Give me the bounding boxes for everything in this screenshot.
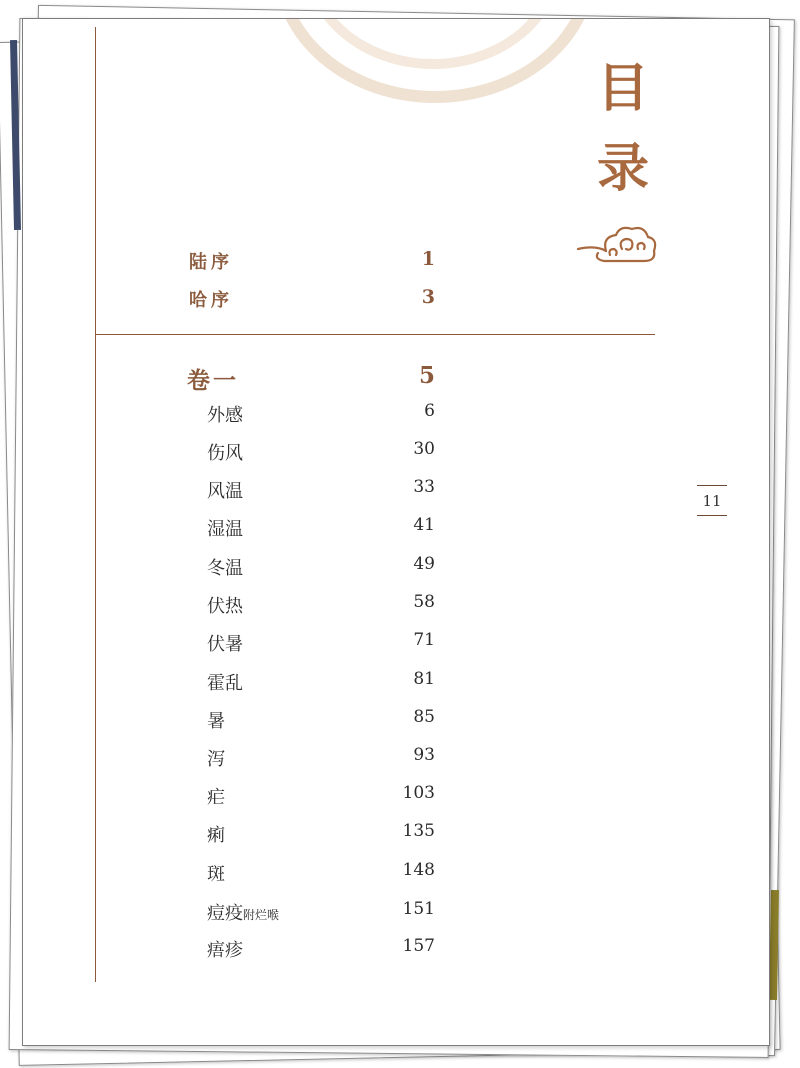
- toc-entry-label-main: 痘疫: [207, 903, 243, 924]
- toc-volume-label: 卷一: [187, 367, 239, 394]
- toc-entry-label: 痦疹: [207, 940, 243, 961]
- toc-entry-label: 泻: [207, 749, 225, 770]
- toc-entry-label: 痢: [207, 825, 225, 846]
- toc-entry-label: 霍乱: [207, 673, 243, 694]
- toc-entry-page: 103: [402, 783, 435, 803]
- toc-entry-label: 斑: [207, 864, 225, 885]
- toc-entry-page: 71: [413, 630, 435, 650]
- toc-volume-page: 5: [418, 362, 435, 389]
- toc-entry-label: 湿温: [207, 519, 243, 540]
- toc-entry-note: 附烂喉: [243, 908, 280, 922]
- toc-entry-label: 暑: [207, 711, 225, 732]
- toc-entry-label: [207, 899, 279, 925]
- toc-entry-label: 外感: [207, 405, 243, 426]
- toc-entry-page: 157: [402, 936, 435, 956]
- title-char-1: 目: [596, 58, 649, 119]
- toc-entry-page: 6: [424, 401, 435, 421]
- toc-entry-page: 49: [413, 554, 435, 574]
- toc-entry-page: 85: [413, 707, 435, 727]
- vertical-rule: [95, 27, 96, 982]
- title-char-2: 录: [596, 138, 649, 199]
- toc-entry-page: 33: [413, 477, 435, 497]
- page-number-text: 11: [702, 492, 722, 510]
- toc-entry-page: 41: [413, 515, 435, 535]
- toc-entry-page: 1: [421, 248, 435, 270]
- toc-entry-label: 哈序: [189, 290, 233, 311]
- toc-entry-page: 3: [421, 286, 435, 308]
- toc-entry-page: 30: [413, 439, 435, 459]
- toc-entry-label: 伏暑: [207, 634, 243, 655]
- auspicious-cloud-icon: [576, 219, 658, 269]
- toc-entry-label: 伏热: [207, 596, 243, 617]
- toc-entry-label: 冬温: [207, 558, 243, 579]
- toc-entry-label: 陆序: [189, 252, 233, 273]
- toc-entry-page: 93: [413, 745, 435, 765]
- toc-entry-label: 疟: [207, 787, 225, 808]
- folio-rule-bottom: [697, 515, 727, 516]
- toc-entry-page: 148: [402, 860, 435, 880]
- toc-entry-page: 135: [402, 821, 435, 841]
- toc-entry-page: 81: [413, 669, 435, 689]
- toc-entry-page: 58: [413, 592, 435, 612]
- toc-entry-label: 风温: [207, 481, 243, 502]
- horizontal-rule: [95, 334, 655, 335]
- contents-page: [22, 18, 770, 1046]
- toc-entry-page: 151: [402, 899, 435, 919]
- toc-entry-label: 伤风: [207, 443, 243, 464]
- folio-rule-top: [697, 485, 727, 486]
